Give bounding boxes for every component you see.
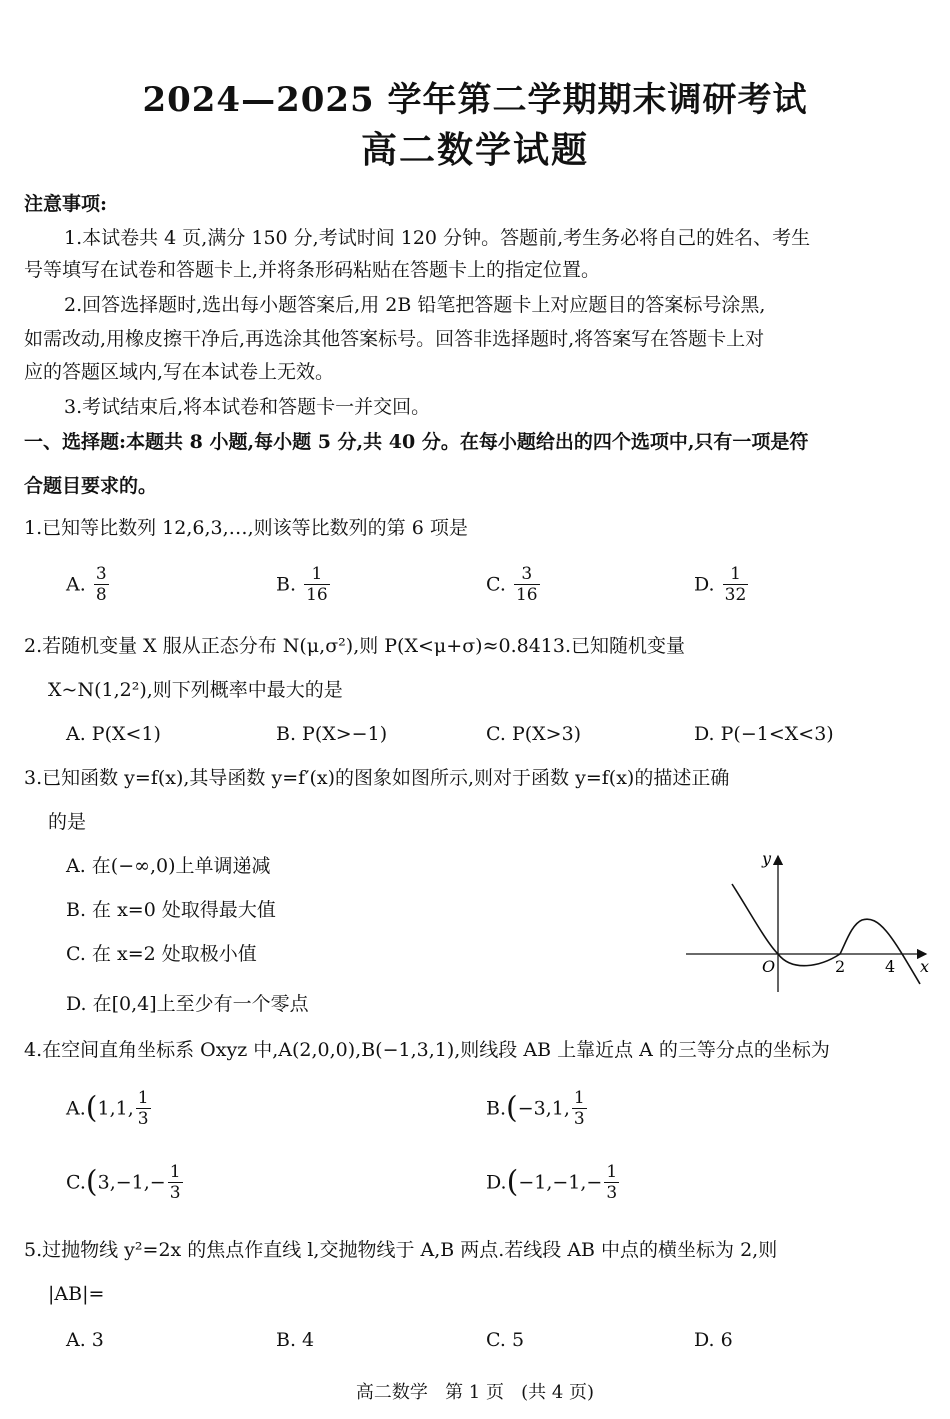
question-2-option-a: A. P(X<1)	[66, 723, 161, 745]
fraction: $\frac{3}{8}$	[95, 564, 107, 605]
notice-item-1-line-1: 1.本试卷共 4 页,满分 150 分,考试时间 120 分钟。答题前,考生务必将自己的姓名、考生	[64, 227, 811, 249]
page-footer: 高二数学 第 1 页 (共 4 页)	[355, 1382, 595, 1403]
y-axis-label: y	[762, 849, 772, 868]
fraction: $\frac{3}{16}$	[515, 564, 538, 605]
question-3-stem-line-1: 3.已知函数 y=f(x),其导函数 y=f′(x)的图象如图所示,则对于函数 y=f(x)的描述正确	[24, 767, 730, 789]
origin-label: O	[762, 957, 776, 976]
question-4-option-c: C.(3,−1,− $\frac{1}{3}$	[66, 1162, 181, 1203]
question-3-stem-line-2: 的是	[48, 811, 87, 833]
question-3-option-d: D. 在[0,4]上至少有一个零点	[66, 993, 309, 1015]
fraction: $\frac{1}{3}$	[573, 1088, 585, 1129]
notice-item-1-line-2: 号等填写在试卷和答题卡上,并将条形码粘贴在答题卡上的指定位置。	[24, 259, 601, 281]
question-1-option-b: B. $\frac{1}{16}$	[276, 564, 328, 605]
exam-title: 2024—2025 学年第二学期期末调研考试	[142, 80, 808, 120]
question-4-option-d: D.(−1,−1,− $\frac{1}{3}$	[486, 1162, 618, 1203]
notice-item-2-line-3: 应的答题区域内,写在本试卷上无效。	[24, 361, 335, 383]
question-5-option-a: A. 3	[66, 1329, 104, 1351]
question-4-option-a: A.(1,1, $\frac{1}{3}$	[66, 1088, 149, 1129]
question-2-option-b: B. P(X>−1)	[276, 723, 388, 745]
fraction: $\frac{1}{3}$	[137, 1088, 149, 1129]
question-5-stem-line-1: 5.过抛物线 y²=2x 的焦点作直线 l,交抛物线于 A,B 两点.若线段 AB 中点的横坐标为 2,则	[24, 1239, 778, 1261]
fraction: $\frac{1}{16}$	[306, 564, 328, 605]
exam-subtitle: 高二数学试题	[360, 129, 589, 171]
fraction: $\frac{1}{32}$	[724, 564, 747, 605]
question-1-option-c: C. $\frac{3}{16}$	[486, 564, 538, 605]
section-1-heading-line-2: 合题目要求的。	[24, 475, 158, 497]
question-3-option-a: A. 在(−∞,0)上单调递减	[66, 855, 271, 877]
question-2-stem-line-1: 2.若随机变量 X 服从正态分布 N(μ,σ²),则 P(X<μ+σ)≈0.8413.已知随机变量	[24, 635, 686, 657]
notice-item-2-line-1: 2.回答选择题时,选出每小题答案后,用 2B 铅笔把答题卡上对应题目的答案标号涂黑,	[64, 294, 766, 316]
derivative-graph	[680, 842, 940, 1000]
notice-item-3: 3.考试结束后,将本试卷和答题卡一并交回。	[64, 396, 431, 418]
notice-heading: 注意事项:	[24, 193, 108, 215]
question-3-option-b: B. 在 x=0 处取得最大值	[66, 899, 276, 921]
question-5-stem-line-2: |AB|=	[48, 1283, 105, 1305]
tick-4-label: 4	[885, 957, 896, 976]
question-5-option-c: C. 5	[486, 1329, 525, 1351]
question-4-stem: 4.在空间直角坐标系 Oxyz 中,A(2,0,0),B(−1,3,1),则线段 AB 上靠近点 A 的三等分点的坐标为	[24, 1039, 830, 1061]
notice-item-2-line-2: 如需改动,用橡皮擦干净后,再选涂其他答案标号。回答非选择题时,将答案写在答题卡上对	[24, 328, 765, 350]
section-1-heading-line-1: 一、选择题:本题共 8 小题,每小题 5 分,共 40 分。在每小题给出的四个选项中,只有一项是符	[24, 431, 809, 453]
fraction: $\frac{1}{3}$	[169, 1162, 181, 1203]
question-4-option-b: B.(−3,1, $\frac{1}{3}$	[486, 1088, 585, 1129]
question-1-option-d: D. $\frac{1}{32}$	[694, 564, 747, 605]
question-1-option-a: A. $\frac{3}{8}$	[66, 564, 107, 605]
question-2-option-c: C. P(X>3)	[486, 723, 582, 745]
question-5-option-d: D. 6	[694, 1329, 733, 1351]
question-2-stem-line-2: X~N(1,2²),则下列概率中最大的是	[48, 679, 343, 701]
tick-2-label: 2	[835, 957, 846, 976]
question-2-option-d: D. P(−1<X<3)	[694, 723, 834, 745]
question-5-option-b: B. 4	[276, 1329, 315, 1351]
fraction: $\frac{1}{3}$	[606, 1162, 618, 1203]
x-axis-label: x	[920, 957, 930, 976]
question-3-option-c: C. 在 x=2 处取极小值	[66, 943, 257, 965]
question-1-stem: 1.已知等比数列 12,6,3,…,则该等比数列的第 6 项是	[24, 517, 468, 539]
